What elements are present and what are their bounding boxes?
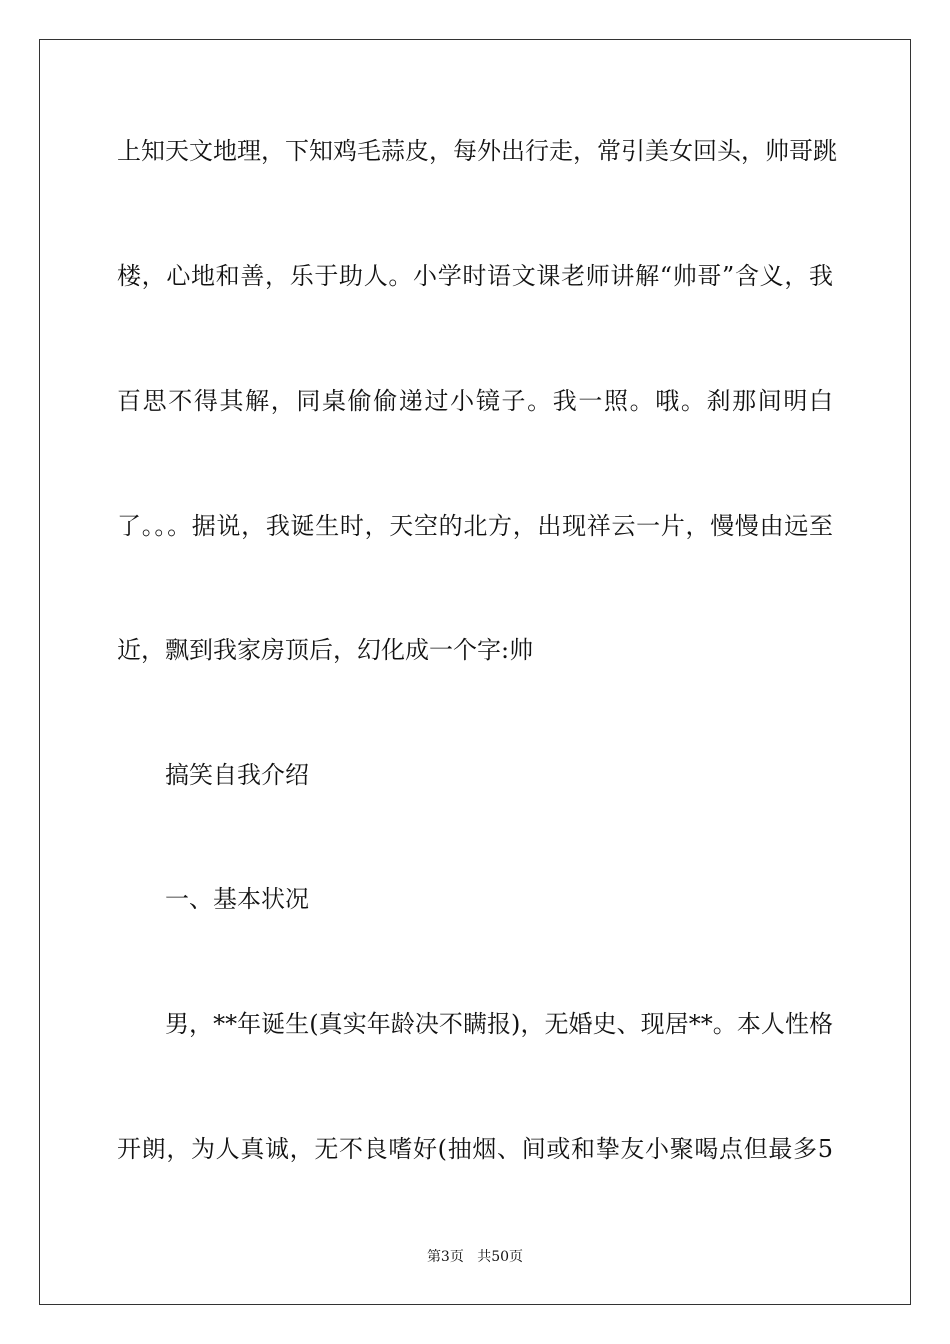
body-text-line: 百思不得其解，同桌偷偷递过小镜子。我一照。哦。刹那间明白 bbox=[117, 387, 833, 415]
page-footer bbox=[0, 1248, 950, 1266]
page-total: 共50页 bbox=[477, 1249, 524, 1265]
body-text-line: 上知天文地理，下知鸡毛蒜皮，每外出行走，常引美女回头，帅哥跳 bbox=[117, 137, 837, 165]
body-text-line: 近，飘到我家房顶后，幻化成一个字:帅 bbox=[117, 636, 534, 664]
section-heading: 搞笑自我介绍 bbox=[165, 761, 309, 789]
body-text-line: 男，**年诞生(真实年龄决不瞒报)，无婚史、现居**。本人性格 bbox=[165, 1010, 833, 1038]
page-border bbox=[39, 39, 911, 1305]
body-text-line: 楼，心地和善，乐于助人。小学时语文课老师讲解“帅哥”含义，我 bbox=[117, 262, 833, 290]
page-number: 第3页 bbox=[426, 1249, 464, 1265]
subsection-heading: 一、基本状况 bbox=[165, 885, 309, 913]
body-text-line: 开朗，为人真诚，无不良嗜好(抽烟、间或和挚友小聚喝点但最多5 bbox=[117, 1135, 833, 1163]
body-text-line: 了。。。据说，我诞生时，天空的北方，出现祥云一片，慢慢由远至 bbox=[117, 512, 833, 540]
